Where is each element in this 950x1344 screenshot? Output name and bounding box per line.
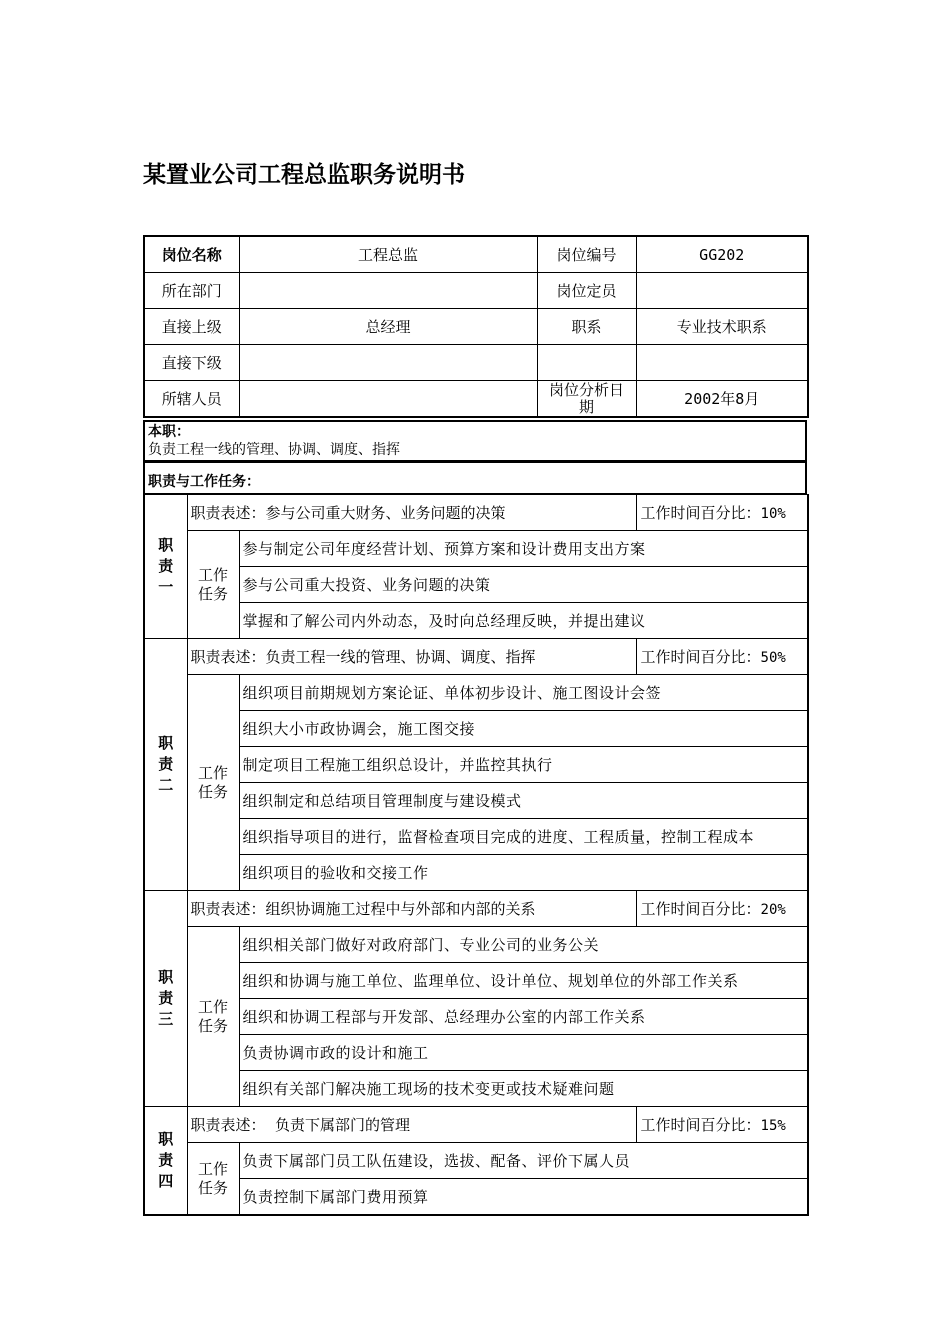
duty-description	[187, 495, 636, 531]
field-value	[636, 345, 808, 381]
time-percentage	[636, 891, 808, 927]
duty-description-label: 职责表述：	[190, 900, 266, 918]
task-row	[144, 1035, 808, 1071]
duty-description-label: 职责表述：	[190, 648, 266, 666]
field-label	[537, 345, 636, 381]
task-row	[144, 1179, 808, 1216]
task-item: 制定项目工程施工组织总设计，并监控其执行	[239, 747, 808, 783]
job-info-table	[143, 235, 809, 418]
task-row	[144, 999, 808, 1035]
task-row	[144, 963, 808, 999]
field-label: 岗位编号	[537, 236, 636, 273]
task-item: 参与制定公司年度经营计划、预算方案和设计费用支出方案	[239, 531, 808, 567]
duty-desc-row	[144, 495, 808, 531]
core-duty-text: 负责工程一线的管理、协调、调度、指挥	[148, 442, 400, 458]
field-label: 岗位分析日期	[537, 381, 636, 418]
task-row	[144, 819, 808, 855]
time-percentage-label: 工作时间百分比：	[640, 1116, 761, 1134]
duty-description	[187, 891, 636, 927]
duty-description-text: 组织协调施工过程中与外部和内部的关系	[265, 900, 536, 918]
field-label: 直接上级	[144, 309, 239, 345]
field-value	[239, 273, 537, 309]
duty-name-text: 职责四	[158, 1130, 174, 1190]
task-row	[144, 531, 808, 567]
task-row	[144, 1143, 808, 1179]
task-item: 组织项目的验收和交接工作	[239, 855, 808, 891]
task-row	[144, 927, 808, 963]
task-item: 组织有关部门解决施工现场的技术变更或技术疑难问题	[239, 1071, 808, 1107]
field-label: 岗位名称	[144, 236, 239, 273]
field-label: 所在部门	[144, 273, 239, 309]
task-item: 组织和协调工程部与开发部、总经理办公室的内部工作关系	[239, 999, 808, 1035]
field-label: 职系	[537, 309, 636, 345]
task-label-text: 工作任务	[197, 997, 228, 1035]
task-row	[144, 855, 808, 891]
info-row	[144, 381, 808, 418]
field-value: 总经理	[239, 309, 537, 345]
duty-description	[187, 639, 636, 675]
field-value: GG202	[636, 236, 808, 273]
info-row	[144, 236, 808, 273]
time-percentage	[636, 1107, 808, 1143]
duty-name	[144, 495, 187, 639]
time-percentage-label: 工作时间百分比：	[640, 900, 761, 918]
duty-description-text: 参与公司重大财务、业务问题的决策	[265, 504, 506, 522]
field-label: 岗位定员	[537, 273, 636, 309]
task-item: 负责下属部门员工队伍建设，选拔、配备、评价下属人员	[239, 1143, 808, 1179]
task-item: 组织项目前期规划方案论证、单体初步设计、施工图设计会签	[239, 675, 808, 711]
duty-description-text: 负责工程一线的管理、协调、调度、指挥	[265, 648, 536, 666]
duty-desc-row	[144, 639, 808, 675]
time-percentage	[636, 639, 808, 675]
task-item: 组织和协调与施工单位、监理单位、设计单位、规划单位的外部工作关系	[239, 963, 808, 999]
info-row	[144, 273, 808, 309]
info-row	[144, 345, 808, 381]
task-item: 掌握和了解公司内外动态，及时向总经理反映，并提出建议	[239, 603, 808, 639]
task-label-text: 工作任务	[197, 565, 228, 603]
duty-name-text: 职责一	[158, 536, 174, 596]
time-percentage-label: 工作时间百分比：	[640, 648, 761, 666]
duty-name	[144, 639, 187, 891]
field-value	[239, 381, 537, 418]
task-row	[144, 603, 808, 639]
duty-desc-row	[144, 1107, 808, 1143]
duty-description-label: 职责表述：	[190, 504, 266, 522]
field-value	[636, 273, 808, 309]
field-value: 2002年8月	[636, 381, 808, 418]
task-row	[144, 711, 808, 747]
duty-description	[187, 1107, 636, 1143]
duties-heading: 职责与工作任务：	[143, 461, 807, 495]
task-item: 负责控制下属部门费用预算	[239, 1179, 808, 1216]
task-item: 组织指导项目的进行，监督检查项目完成的进度、工程质量，控制工程成本	[239, 819, 808, 855]
task-label	[187, 531, 239, 639]
task-item: 负责协调市政的设计和施工	[239, 1035, 808, 1071]
task-item: 参与公司重大投资、业务问题的决策	[239, 567, 808, 603]
time-percentage-value: 20%	[760, 902, 786, 918]
field-value: 专业技术职系	[636, 309, 808, 345]
task-label	[187, 675, 239, 891]
duties-table	[143, 494, 809, 1216]
task-row	[144, 675, 808, 711]
task-label-text: 工作任务	[197, 1159, 228, 1197]
core-duty-section	[143, 420, 807, 462]
time-percentage-label: 工作时间百分比：	[640, 504, 761, 522]
task-label	[187, 927, 239, 1107]
time-percentage-value: 50%	[760, 650, 786, 666]
task-row	[144, 783, 808, 819]
task-label	[187, 1143, 239, 1216]
time-percentage	[636, 495, 808, 531]
field-label: 直接下级	[144, 345, 239, 381]
field-label: 所辖人员	[144, 381, 239, 418]
duty-name	[144, 1107, 187, 1216]
task-item: 组织相关部门做好对政府部门、专业公司的业务公关	[239, 927, 808, 963]
duty-desc-row	[144, 891, 808, 927]
document-title: 某置业公司工程总监职务说明书	[143, 162, 465, 188]
info-row	[144, 309, 808, 345]
task-label-text: 工作任务	[197, 763, 228, 801]
field-value	[239, 345, 537, 381]
duty-description-text: 负责下属部门的管理	[265, 1116, 411, 1134]
duty-description-label: 职责表述：	[190, 1116, 266, 1134]
duty-name	[144, 891, 187, 1107]
task-row	[144, 1071, 808, 1107]
task-item: 组织大小市政协调会，施工图交接	[239, 711, 808, 747]
field-value: 工程总监	[239, 236, 537, 273]
time-percentage-value: 15%	[760, 1118, 786, 1134]
core-duty-label: 本职：	[148, 424, 190, 440]
task-item: 组织制定和总结项目管理制度与建设模式	[239, 783, 808, 819]
task-row	[144, 567, 808, 603]
duty-name-text: 职责二	[158, 734, 174, 794]
task-row	[144, 747, 808, 783]
time-percentage-value: 10%	[760, 506, 786, 522]
duty-name-text: 职责三	[158, 968, 174, 1028]
